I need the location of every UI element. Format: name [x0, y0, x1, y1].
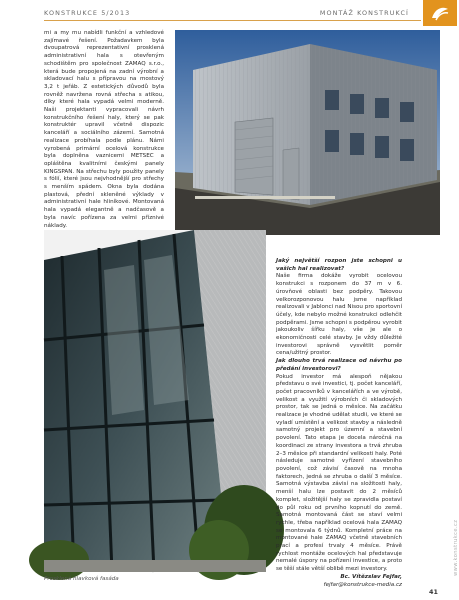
glass-facade-photo [44, 230, 266, 572]
page-header [0, 0, 457, 26]
photo-caption-bottom: Prosklená hlavková fasáda [44, 576, 119, 582]
section-title: MONTÁŽ KONSTRUKCÍ [319, 9, 409, 17]
body-paragraph: mi a my mu nabídli funkční a vzhledové zajímavé řešení. Požadavkem byla dvoupatrová reprezentativní prosklená administrativní hala s otevřeným schodištěm pro společnost ZAMAQ s.r.o., která bude propojená na zadní výrobní a skladovací halu s přípravou na mostový 3,2 t jeřáb. Z estetických důvodů byla rovněž navržena rovná střecha s atikou, díky které hala vypadá velmi moderně. Naši projektanti vypracovali návrh konstrukčního řešení haly, který se pak konstruktér upravil včetně dispozic kanceláří a sociálního zázemí. Samotná realizace probíhala podle plánu. Námi vyrobená primární ocelová konstrukce byla doplněna vaznicemi METSEC a opláštěna kvalitními českými panely KINGSPAN. Na střechu byly použity panely s fólií, které jsou nejvhodnější pro střechy s menším spádem. Okna byla dodána plastová, přední skleněné výklady v administrativní hale hliníkové. Montovaná hala vypadá elegantně a nadčasově a byla navíc pořízena za velmi příznivé náklady. [44, 30, 164, 229]
right-text-column [276, 258, 402, 588]
magazine-logo-icon [423, 0, 457, 26]
author-name: Bc. Vítězslav Fejfar, [340, 573, 402, 580]
author-email[interactable]: fejfar@konstrukce-media.cz [323, 581, 402, 588]
magazine-name: KONSTRUKCE 5/2013 [44, 9, 131, 17]
side-url-text: www.konstrukce.cz [453, 519, 459, 576]
interview-answer-2: Pokud investor má alespoň nějakou představu o své investici, tj. počet kanceláří, počet pracovníků v kancelářích a ve výrobě, velikost a využití výrobních či skladových prostor, tak se jedná o měsíce. Na začátku realizace je vhodné udělat studii, ve které se vyladí umístění a velikost stavby a následně samotný projekt pro územní a stavební povolení. Tato etapa je docela náročná na koordinaci ze strany investora a trvá zhruba 2–3 měsíce při standardní velikosti haly. Poté následuje samotné vyřízení stavebního povolení, což závisí časově na mnoha faktorech, jedná se zhruba o další 3 měsíce. Samotná výstavba závisí na složitosti haly, menší halu lze postavit do 2 měsíců komplet, složitější haly se zpravidla postaví do půl roku od prvního kopnutí do země. Samotná montovaná část se staví velmi rychle, třeba například ocelová hala ZAMAQ se montovala 6 týdnů. Kompletní práce na montované hale ZAMAQ včetně stavebních prací a profesí trvaly 4 měsíce. Právě rychlost montáže ocelových hal představuje nemalé úspory na pořízení investice, a proto se těší stále větší oblibě mezi investory. [276, 373, 402, 573]
side-url [446, 468, 459, 578]
interview-question-2: Jak dlouho trvá realizace od návrhu po předání investorovi? [276, 358, 402, 372]
left-text-column [44, 30, 164, 240]
warehouse-photo [175, 30, 440, 235]
page-number: 41 [429, 588, 438, 596]
interview-question-1: Jaký největší rozpon jste schopni u vašich hal realizovat? [276, 258, 402, 272]
header-rule [44, 20, 421, 21]
interview-answer-1: Naše firma dokáže vyrobit ocelovou konstrukci s rozponem do 37 m v 6. úrovňové oblasti bez podpěry. Takovou velkorozponovou halu jsme například realizovali v Jablonci nad Nisou pro sportovní účely, kde nebylo možné konstrukci odlehčit podpěrami. Jsme schopni s podpěrou vyrobit jakoukoliv šířku haly, vše je ale o ekonomičnosti celé stavby. Je vždy důležité investorovi správně vysvětlit poměr cena/užitný prostor. [276, 273, 402, 357]
